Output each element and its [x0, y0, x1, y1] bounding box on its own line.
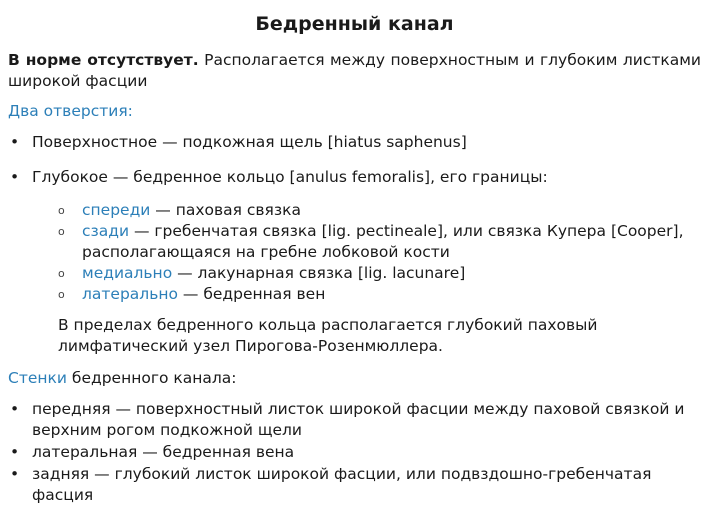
wall-anterior: передняя — поверхностный листок широкой фасции между паховой связкой и верхним рогом подкожной щели: [32, 400, 685, 439]
wall-posterior: задняя — глубокий листок широкой фасции, или подвздошно-гребенчатая фасция: [32, 465, 652, 504]
circle-bullet-icon: o: [58, 267, 65, 280]
list-item: [8, 442, 701, 463]
border-term: сзади: [82, 222, 130, 240]
opening-superficial: Поверхностное — подкожная щель [hiatus saphenus]: [32, 133, 467, 151]
lead-paragraph: [8, 50, 701, 92]
list-item: [58, 263, 701, 284]
circle-bullet-icon: o: [58, 288, 65, 301]
openings-list: [8, 132, 701, 188]
circle-bullet-icon: o: [58, 204, 65, 217]
openings-heading: Два отверстия:: [8, 102, 133, 120]
border-term: медиально: [82, 264, 173, 282]
list-item: [8, 464, 701, 506]
list-item: [8, 167, 701, 188]
opening-deep: Глубокое — бедренное кольцо [anulus femoralis], его границы:: [32, 168, 548, 186]
bullet-icon: •: [10, 168, 20, 186]
lead-intro: В норме отсутствует.: [8, 51, 199, 69]
border-text: — лакунарная связка [lig. lacunare]: [172, 264, 466, 282]
walls-heading: [8, 368, 701, 389]
lead-text: Располагается между поверхностным и глубоким листками широкой фасции: [8, 51, 701, 90]
walls-heading-term: Стенки: [8, 369, 67, 387]
list-item: [58, 284, 701, 305]
circle-bullet-icon: o: [58, 225, 65, 238]
list-item: [58, 221, 701, 263]
bullet-icon: •: [10, 133, 20, 151]
bullet-icon: •: [10, 465, 20, 483]
borders-list: [58, 200, 701, 305]
lymph-node-note: В пределах бедренного кольца располагается глубокий паховый лимфатический узел Пирогова-Розенмюллера.: [58, 316, 598, 355]
border-text: — бедренная вен: [177, 285, 326, 303]
border-term: латерально: [82, 285, 178, 303]
border-text: — гребенчатая связка [lig. pectineale], или связка Купера [Cooper], располагающаяся на гребне лобковой кости: [82, 222, 684, 261]
border-term: спереди: [82, 201, 151, 219]
wall-lateral: латеральная — бедренная вена: [32, 443, 295, 461]
bullet-icon: •: [10, 443, 20, 461]
border-text: — паховая связка: [150, 201, 301, 219]
walls-list: [8, 399, 701, 506]
page-title: Бедренный канал: [255, 13, 454, 35]
list-item: [8, 399, 701, 441]
list-item: [58, 200, 701, 221]
bullet-icon: •: [10, 400, 20, 418]
list-item: [8, 132, 701, 153]
walls-heading-rest: бедренного канала:: [66, 369, 237, 387]
